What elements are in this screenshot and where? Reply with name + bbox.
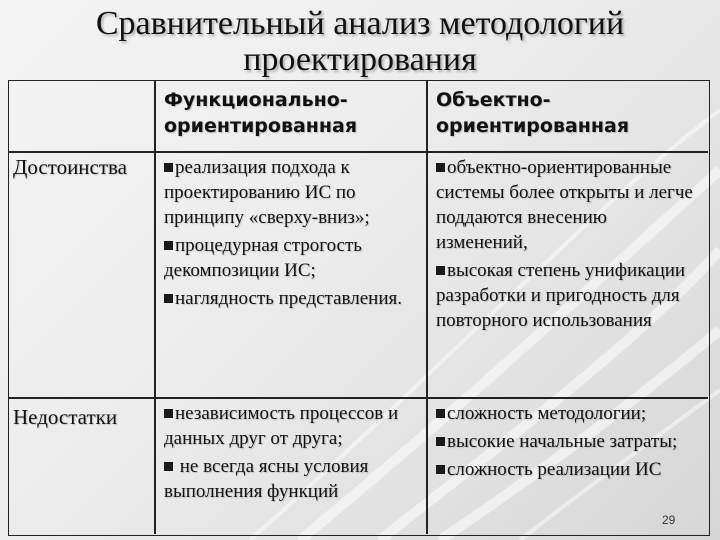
slide-title-line-1: Сравнительный анализ методологий <box>95 5 625 42</box>
row-label-advantages: Достоинства <box>13 155 128 179</box>
table-divider-rows <box>9 397 708 399</box>
list-item <box>436 155 702 255</box>
list-item <box>436 457 702 482</box>
square-bullet-icon <box>436 266 445 275</box>
list-item <box>164 155 422 230</box>
column-header-functional-line-1: Функционально- <box>164 89 348 111</box>
column-header-object-line-2: ориентированная <box>436 115 630 137</box>
list-item-text: наглядность представления. <box>175 288 402 309</box>
list-item-text: объектно-ориентированные системы более открыты и легче поддаются внесению изменений, <box>436 157 693 253</box>
list-item <box>164 286 422 311</box>
list-item-text: реализация подхода к проектированию ИС по принципу «сверху-вниз»; <box>164 157 370 228</box>
square-bullet-icon <box>436 465 445 474</box>
disadvantages-functional <box>164 401 422 504</box>
comparison-table <box>8 80 710 536</box>
square-bullet-icon <box>164 241 173 250</box>
list-item <box>164 454 422 504</box>
list-item-text: независимость процессов и данных друг от друга; <box>164 403 399 449</box>
column-header-functional <box>164 87 419 139</box>
table-divider-header <box>9 151 708 153</box>
advantages-object <box>436 155 702 333</box>
slide-title-line-2: проектирования <box>243 41 477 78</box>
list-item <box>436 258 702 333</box>
list-item-text: сложность реализации ИС <box>447 459 662 480</box>
square-bullet-icon <box>436 437 445 446</box>
disadvantages-object <box>436 401 702 482</box>
list-item <box>436 401 702 426</box>
list-item-text: не всегда ясны условия выполнения функций <box>164 456 369 502</box>
list-item-text: процедурная строгость декомпозиции ИС; <box>164 235 362 281</box>
square-bullet-icon <box>164 409 173 418</box>
list-item <box>164 233 422 283</box>
table-divider-col-1 <box>154 81 156 534</box>
square-bullet-icon <box>436 409 445 418</box>
list-item <box>436 429 702 454</box>
list-item <box>164 401 422 451</box>
column-header-object <box>436 87 706 139</box>
column-header-object-line-1: Объектно- <box>436 89 551 111</box>
advantages-functional <box>164 155 422 311</box>
square-bullet-icon <box>164 294 173 303</box>
square-bullet-icon <box>164 163 173 172</box>
list-item-text: высокие начальные затраты; <box>447 431 678 452</box>
list-item-text: высокая степень унификации разработки и пригодность для повторного использования <box>436 260 686 331</box>
square-bullet-icon <box>164 462 173 471</box>
list-item-text: сложность методологии; <box>447 403 647 424</box>
column-header-functional-line-2: ориентированная <box>164 115 358 137</box>
square-bullet-icon <box>436 163 445 172</box>
slide-title <box>0 6 720 78</box>
page-number: 29 <box>662 513 676 527</box>
row-label-disadvantages: Недостатки <box>13 405 118 429</box>
table-divider-col-2 <box>426 81 428 534</box>
